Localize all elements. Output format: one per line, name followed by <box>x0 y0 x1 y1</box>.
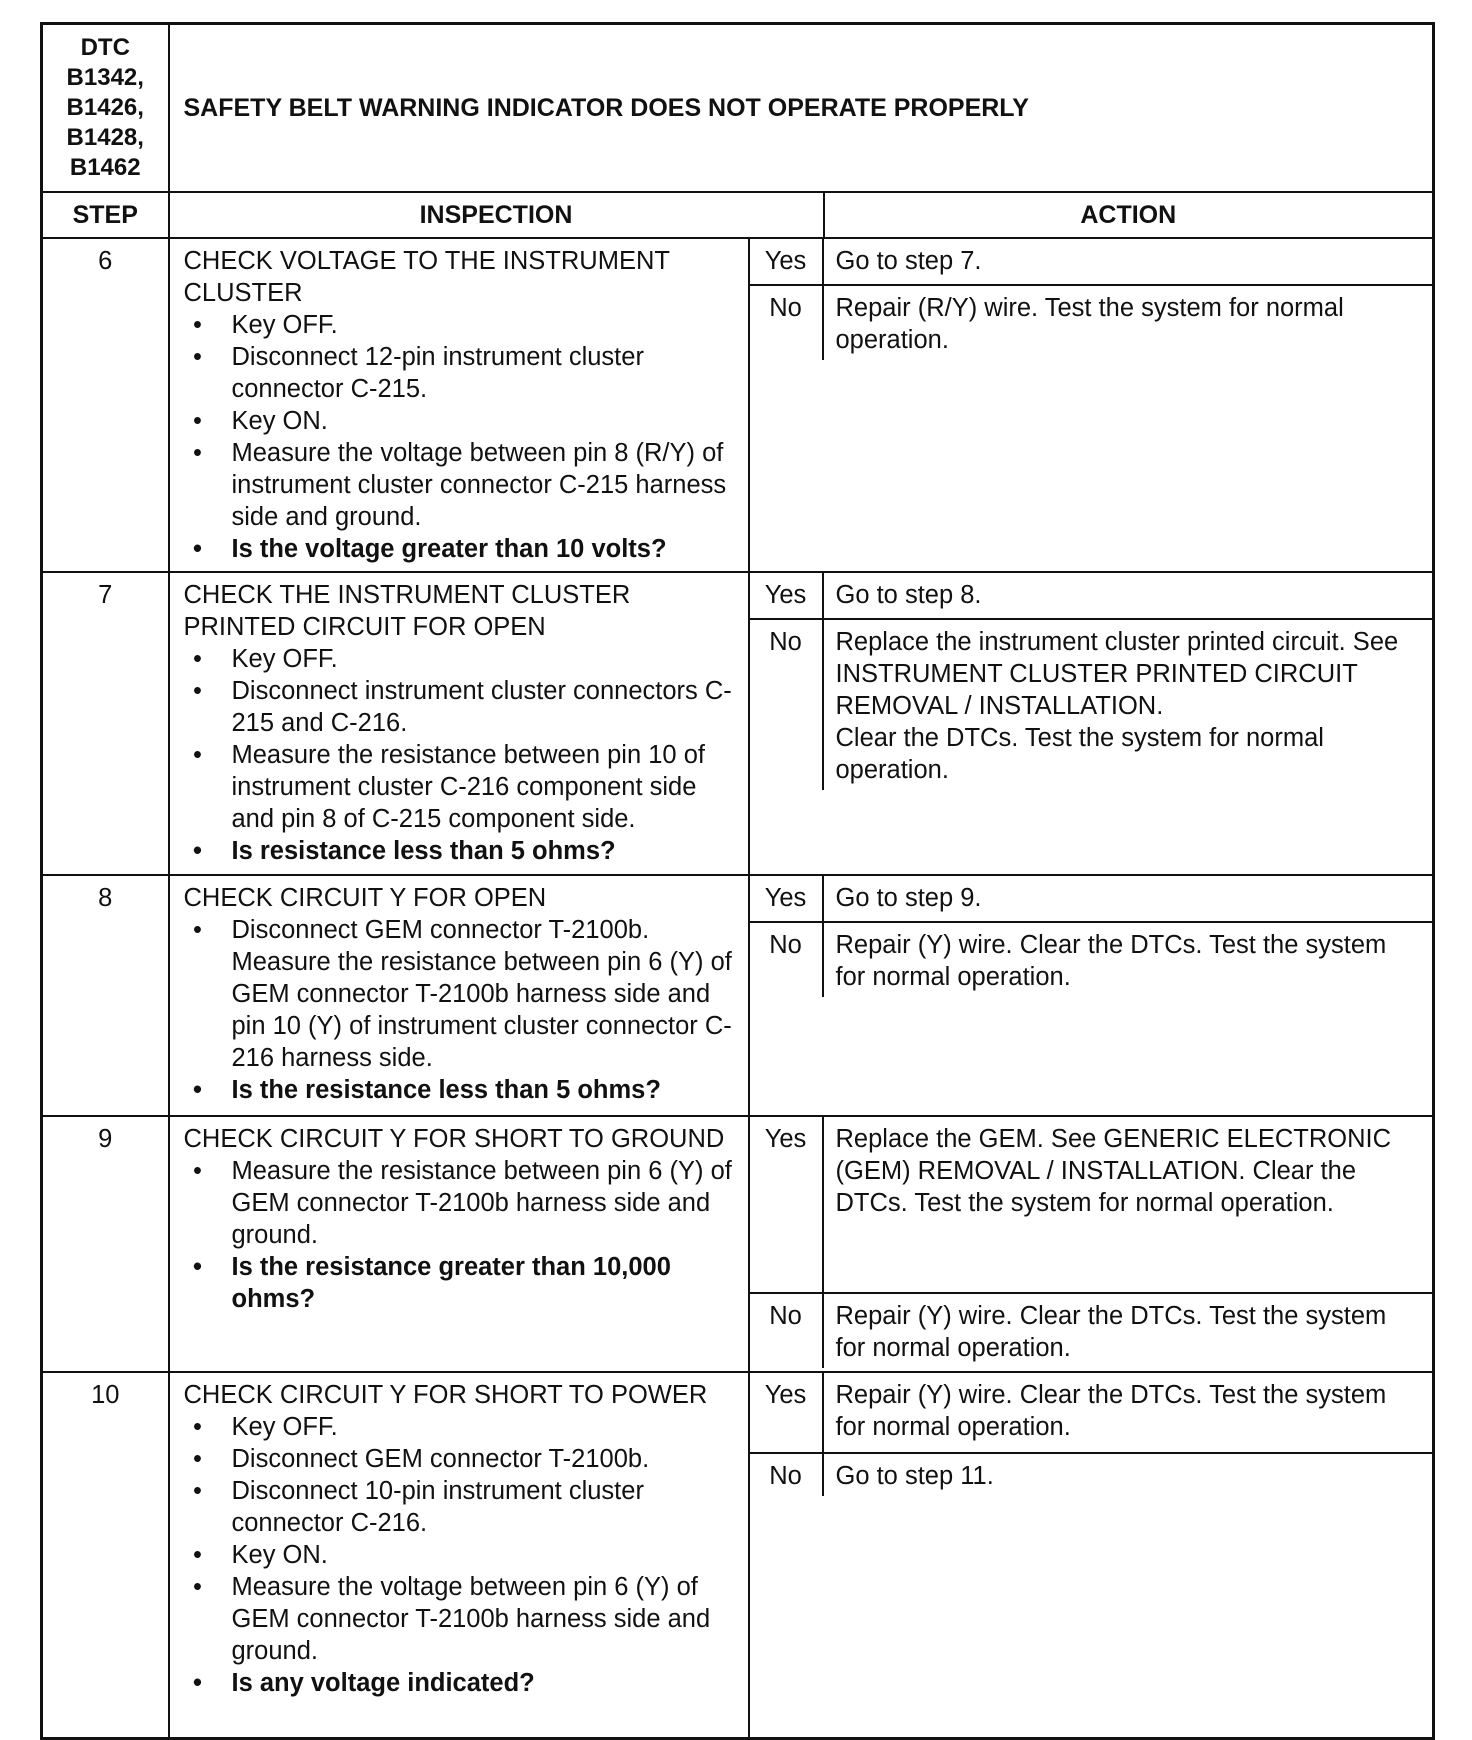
bullet-icon: • <box>193 1573 202 1601</box>
answers-cell <box>749 238 1434 572</box>
no-action: Repair (R/Y) wire. Test the system for normal operation. <box>835 294 1344 354</box>
no-action-text: Replace the instrument cluster printed circuit. See INSTRUMENT CLUSTER PRINTED CIRCUIT REMOVAL / INSTALLATION. <box>835 628 1399 720</box>
inspection-cell <box>169 1116 749 1372</box>
bullet-icon: • <box>193 343 202 371</box>
list-item: • Measure the voltage between pin 6 (Y) of GEM connector T-2100b harness side and ground. <box>184 1571 740 1667</box>
yes-action: Go to step 9. <box>823 876 1433 922</box>
list-item: • Key OFF. <box>184 643 740 675</box>
no-label: No <box>750 285 823 360</box>
bullet-icon: • <box>193 916 202 944</box>
table-row <box>42 572 1434 875</box>
bullet-icon: • <box>193 741 202 769</box>
action-column-header: ACTION <box>824 192 1434 238</box>
no-label: No <box>750 619 823 790</box>
no-label: No <box>750 1453 823 1496</box>
list-item: • Measure the resistance between pin 10 of instrument cluster C-216 component side and pin 8 of C-215 component side. <box>184 739 740 835</box>
yes-label: Yes <box>750 876 823 922</box>
inspection-question: • Is the resistance less than 5 ohms? <box>184 1074 740 1106</box>
bullet-icon: • <box>193 1076 202 1104</box>
answers-cell <box>749 1116 1434 1372</box>
table-row <box>42 875 1434 1116</box>
inspection-column-header: INSPECTION <box>169 192 824 238</box>
inspection-title: CHECK CIRCUIT Y FOR SHORT TO GROUND <box>183 1125 725 1153</box>
answers-cell <box>749 572 1434 875</box>
inspection-title: CHECK CIRCUIT Y FOR OPEN <box>183 884 547 912</box>
no-action-followup: Clear the DTCs. Test the system for normal operation. <box>835 724 1324 784</box>
list-item: • Measure the voltage between pin 8 (R/Y) of instrument cluster connector C-215 harness side and ground. <box>184 437 740 533</box>
step-number: 8 <box>42 875 169 1116</box>
answers-cell <box>749 1372 1434 1738</box>
yes-label: Yes <box>750 1117 823 1293</box>
yes-label: Yes <box>750 1373 823 1453</box>
bullet-icon: • <box>193 1477 202 1505</box>
yes-action: Go to step 7. <box>823 239 1433 285</box>
inspection-title: CHECK THE INSTRUMENT CLUSTER PRINTED CIRCUIT FOR OPEN <box>183 581 631 641</box>
step-number: 7 <box>42 572 169 875</box>
list-item: • Disconnect instrument cluster connectors C-215 and C-216. <box>184 675 740 739</box>
bullet-icon: • <box>193 1253 202 1281</box>
bullet-icon: • <box>193 1157 202 1185</box>
table-row <box>42 1116 1434 1372</box>
inspection-cell <box>169 1372 749 1738</box>
answers-cell <box>749 875 1434 1116</box>
list-item: • Key OFF. <box>184 1411 740 1443</box>
no-action: Go to step 11. <box>835 1462 994 1490</box>
yes-action: Go to step 8. <box>823 573 1433 619</box>
list-item: • Key ON. <box>184 405 740 437</box>
list-item: • Key OFF. <box>184 309 740 341</box>
step-number: 6 <box>42 238 169 572</box>
inspection-question: • Is resistance less than 5 ohms? <box>184 835 740 867</box>
step-number: 10 <box>42 1372 169 1738</box>
list-item: • Disconnect GEM connector T-2100b. Measure the resistance between pin 6 (Y) of GEM connector T-2100b harness side and pin 10 (Y) of instrument cluster connector C-216 harness side. <box>184 914 740 1074</box>
step-column-header: STEP <box>42 192 169 238</box>
bullet-icon: • <box>193 1669 202 1697</box>
dtc-codes: DTC B1342, B1426, B1428, B1462 <box>42 24 169 193</box>
list-item: • Measure the resistance between pin 6 (Y) of GEM connector T-2100b harness side and ground. <box>184 1155 740 1251</box>
bullet-icon: • <box>193 1413 202 1441</box>
page-title: SAFETY BELT WARNING INDICATOR DOES NOT OPERATE PROPERLY <box>169 24 1434 193</box>
dtc-diagnostic-page <box>40 22 1435 1740</box>
list-item: • Key ON. <box>184 1539 740 1571</box>
bullet-icon: • <box>193 645 202 673</box>
inspection-cell <box>169 572 749 875</box>
yes-action: Repair (Y) wire. Clear the DTCs. Test the system for normal operation. <box>823 1373 1433 1453</box>
no-label: No <box>750 1293 823 1368</box>
inspection-question: • Is any voltage indicated? <box>184 1667 740 1699</box>
no-action <box>823 619 1433 790</box>
list-item: • Disconnect GEM connector T-2100b. <box>184 1443 740 1475</box>
diagnostic-table <box>40 22 1435 1740</box>
yes-action: Replace the GEM. See GENERIC ELECTRONIC (GEM) REMOVAL / INSTALLATION. Clear the DTCs. Test the system for normal operation. <box>823 1117 1433 1293</box>
bullet-icon: • <box>193 535 202 563</box>
no-action: Repair (Y) wire. Clear the DTCs. Test the system for normal operation. <box>835 931 1387 991</box>
no-action: Repair (Y) wire. Clear the DTCs. Test the system for normal operation. <box>835 1302 1387 1362</box>
inspection-cell <box>169 238 749 572</box>
inspection-question: • Is the resistance greater than 10,000 ohms? <box>184 1251 740 1315</box>
list-item: • Disconnect 12-pin instrument cluster connector C-215. <box>184 341 740 405</box>
inspection-cell <box>169 875 749 1116</box>
bullet-icon: • <box>193 311 202 339</box>
step-number: 9 <box>42 1116 169 1372</box>
bullet-icon: • <box>193 837 202 865</box>
bullet-icon: • <box>193 1541 202 1569</box>
bullet-icon: • <box>193 407 202 435</box>
inspection-question: • Is the voltage greater than 10 volts? <box>184 533 740 565</box>
bullet-icon: • <box>193 439 202 467</box>
bullet-icon: • <box>193 677 202 705</box>
table-row <box>42 238 1434 572</box>
yes-label: Yes <box>750 239 823 285</box>
table-row <box>42 1372 1434 1738</box>
bullet-icon: • <box>193 1445 202 1473</box>
list-item: • Disconnect 10-pin instrument cluster connector C-216. <box>184 1475 740 1539</box>
inspection-title: CHECK CIRCUIT Y FOR SHORT TO POWER <box>183 1381 708 1409</box>
no-label: No <box>750 922 823 997</box>
inspection-title: CHECK VOLTAGE TO THE INSTRUMENT CLUSTER <box>183 247 670 307</box>
yes-label: Yes <box>750 573 823 619</box>
